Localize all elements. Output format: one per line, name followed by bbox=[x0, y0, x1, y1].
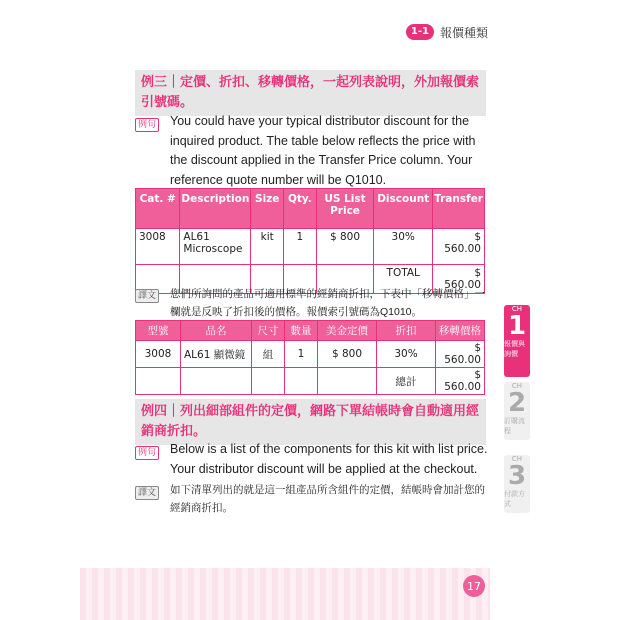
table-row bbox=[136, 229, 485, 265]
col-discount: 折扣 bbox=[377, 321, 436, 341]
col-list-price: US List Price bbox=[316, 189, 374, 229]
cell-name: AL61 顯微鏡 bbox=[181, 341, 252, 368]
col-discount: Discount bbox=[374, 189, 433, 229]
col-name: 品名 bbox=[181, 321, 252, 341]
total-label: TOTAL bbox=[374, 265, 433, 294]
chapter-tab-subtitle: 付款方式 bbox=[504, 490, 525, 508]
table-row bbox=[136, 341, 485, 368]
total-value: $ 560.00 bbox=[433, 265, 485, 294]
chapter-tab-number: 1 bbox=[507, 311, 527, 341]
cell-transfer: $ 560.00 bbox=[436, 341, 485, 368]
chapter-tab-3[interactable] bbox=[504, 455, 530, 513]
example4-title: 例四｜列出細部組件的定價，網路下單結帳時會自動適用經銷商折扣。 bbox=[135, 399, 486, 445]
cell-transfer: $ 560.00 bbox=[433, 229, 485, 265]
empty-cell bbox=[285, 368, 318, 395]
table-row bbox=[136, 368, 485, 395]
total-label: 總計 bbox=[377, 368, 436, 395]
empty-cell bbox=[318, 368, 377, 395]
example3-sentence: You could have your typical distributor discount for the inquired product. The table below reflects the price with the discount applied in the Transfer Price column. Your reference quote number will be Q1010. bbox=[170, 114, 476, 187]
section-badge: 1-1 bbox=[406, 24, 434, 40]
example3-sentence-label: 例句 bbox=[135, 118, 159, 132]
chapter-tab-subtitle: 報價與詢價 bbox=[504, 340, 525, 358]
chapter-tab-1[interactable] bbox=[504, 305, 530, 377]
col-qty: 數量 bbox=[285, 321, 318, 341]
chapter-tab-subtitle: 訂購流程 bbox=[504, 417, 525, 435]
cell-qty: 1 bbox=[284, 229, 317, 265]
price-table-zh bbox=[135, 320, 485, 395]
cell-cat: 3008 bbox=[136, 229, 180, 265]
example4-translation-label: 譯文 bbox=[135, 486, 159, 500]
example3-title: 例三｜定價、折扣、移轉價格，一起列表說明，外加報價索引號碼。 bbox=[135, 70, 486, 116]
empty-cell bbox=[181, 368, 252, 395]
example4-translation: 如下清單列出的就是這一組產品所含組件的定價，結帳時會加計您的經銷商折扣。 bbox=[170, 484, 485, 514]
price-table-en bbox=[135, 188, 485, 294]
example3-translation: 您們所詢問的產品可適用標準的經銷商折扣，下表中「移轉價格」一欄就是反映了折扣後的價格。報價索引號碼為Q1010。 bbox=[170, 288, 485, 318]
total-value: $ 560.00 bbox=[436, 368, 485, 395]
cell-size: kit bbox=[251, 229, 284, 265]
example4-sentence: Below is a list of the components for this kit with list price. Your distributor discount will be applied at the checkout. bbox=[170, 442, 488, 476]
cell-description: AL61 Microscope bbox=[180, 229, 251, 265]
page-number: 17 bbox=[463, 575, 485, 597]
col-size: Size bbox=[251, 189, 284, 229]
cell-discount: 30% bbox=[377, 341, 436, 368]
cell-qty: 1 bbox=[285, 341, 318, 368]
col-size: 尺寸 bbox=[252, 321, 285, 341]
cell-list-price: $ 800 bbox=[318, 341, 377, 368]
cell-list-price: $ 800 bbox=[316, 229, 374, 265]
cell-size: 組 bbox=[252, 341, 285, 368]
chapter-tab-prefix: CH bbox=[511, 455, 523, 463]
running-header bbox=[406, 22, 488, 42]
footer-world-map-band bbox=[80, 568, 490, 620]
example3-translation-label: 譯文 bbox=[135, 289, 159, 303]
col-transfer: 移轉價格 bbox=[436, 321, 485, 341]
chapter-tab-2[interactable] bbox=[504, 382, 530, 440]
col-transfer: Transfer bbox=[433, 189, 485, 229]
col-model: 型號 bbox=[136, 321, 181, 341]
chapter-tab-prefix: CH bbox=[511, 305, 523, 313]
col-cat: Cat. # bbox=[136, 189, 180, 229]
chapter-tab-number: 2 bbox=[507, 388, 527, 418]
chapter-tab-prefix: CH bbox=[511, 382, 523, 390]
section-title: 報價種類 bbox=[439, 25, 488, 40]
col-qty: Qty. bbox=[284, 189, 317, 229]
col-description: Description bbox=[180, 189, 251, 229]
col-list-price: 美金定價 bbox=[318, 321, 377, 341]
chapter-tab-number: 3 bbox=[507, 461, 527, 491]
cell-model: 3008 bbox=[136, 341, 181, 368]
empty-cell bbox=[252, 368, 285, 395]
cell-discount: 30% bbox=[374, 229, 433, 265]
empty-cell bbox=[136, 368, 181, 395]
example4-sentence-label: 例句 bbox=[135, 446, 159, 460]
